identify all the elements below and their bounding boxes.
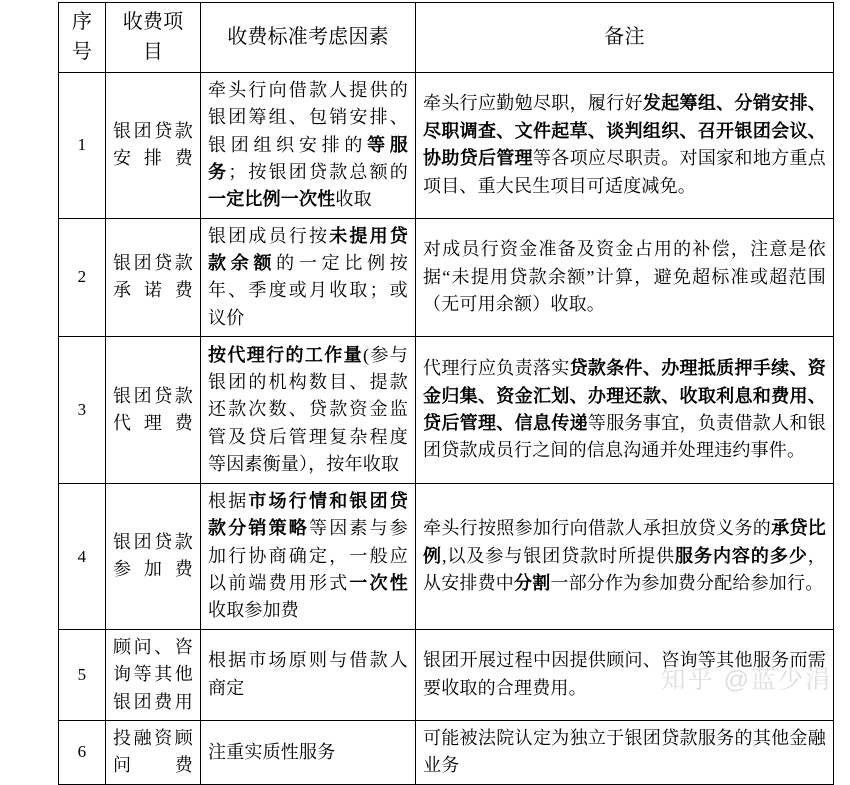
table-header-row: [59, 3, 834, 73]
row-remarks: 对成员行资金准备及资金占用的补偿，注意是依据“未提用贷款余额”计算，避免超标准或超范围（无可用余额）收取。: [416, 218, 834, 336]
table-row: [59, 629, 834, 720]
row-pricing-factors: 根据市场行情和银团贷款分销策略等因素与参加行协商确定，一般应以前端费用形式一次性收取参加费: [201, 484, 416, 630]
row-sequence-number: 2: [59, 218, 106, 336]
table-row: [59, 337, 834, 484]
row-sequence-number: 3: [59, 337, 106, 484]
table-row: [59, 484, 834, 630]
row-pricing-factors: 根据市场原则与借款人商定: [201, 629, 416, 720]
row-fee-item: 银团贷款安排费: [106, 72, 201, 218]
row-sequence-number: 4: [59, 484, 106, 630]
table-row: [59, 720, 834, 784]
column-header-pricing-factors: 收费标准考虑因素: [201, 3, 416, 73]
row-pricing-factors: 注重实质性服务: [201, 720, 416, 784]
row-pricing-factors: 按代理行的工作量(参与银团的机构数目、提款还款次数、贷款资金监管及贷后管理复杂程度等因素衡量），按年收取: [201, 337, 416, 484]
table-row: [59, 218, 834, 336]
row-fee-item: 银团贷款参加费: [106, 484, 201, 630]
row-fee-item: 银团贷款承诺费: [106, 218, 201, 336]
row-sequence-number: 1: [59, 72, 106, 218]
row-pricing-factors: 牵头行向借款人提供的银团筹组、包销安排、银团组织安排的等服务；按银团贷款总额的一定比例一次性收取: [201, 72, 416, 218]
row-fee-item: 银团贷款代理费: [106, 337, 201, 484]
row-remarks: 银团开展过程中因提供顾问、咨询等其他服务而需要收取的合理费用。: [416, 629, 834, 720]
row-remarks: 代理行应负责落实贷款条件、办理抵质押手续、资金归集、资金汇划、办理还款、收取利息和费用、贷后管理、信息传递等服务事宜，负责借款人和银团贷款成员行之间的信息沟通并处理违约事件。: [416, 337, 834, 484]
row-fee-item: 顾问、咨询等其他银团费用: [106, 629, 201, 720]
syndicated-loan-fee-table: [58, 2, 834, 785]
table-row: [59, 72, 834, 218]
column-header-fee-item: 收费项目: [106, 3, 201, 73]
row-remarks: 牵头行按照参加行向借款人承担放贷义务的承贷比例,以及参与银团贷款时所提供服务内容的多少，从安排费中分割一部分作为参加费分配给参加行。: [416, 484, 834, 630]
table-body: [59, 72, 834, 784]
row-fee-item: 投融资顾问费: [106, 720, 201, 784]
row-sequence-number: 6: [59, 720, 106, 784]
column-header-sequence-number: 序 号: [59, 3, 106, 73]
row-sequence-number: 5: [59, 629, 106, 720]
column-header-remarks: 备注: [416, 3, 834, 73]
row-pricing-factors: 银团成员行按未提用贷款余额的一定比例按年、季度或月收取；或议价: [201, 218, 416, 336]
table-header: [59, 3, 834, 73]
row-remarks: 牵头行应勤勉尽职，履行好发起筹组、分销安排、尽职调查、文件起草、谈判组织、召开银团会议、协助贷后管理等各项应尽职责。对国家和地方重点项目、重大民生项目可适度减免。: [416, 72, 834, 218]
row-remarks: 可能被法院认定为独立于银团贷款服务的其他金融业务: [416, 720, 834, 784]
